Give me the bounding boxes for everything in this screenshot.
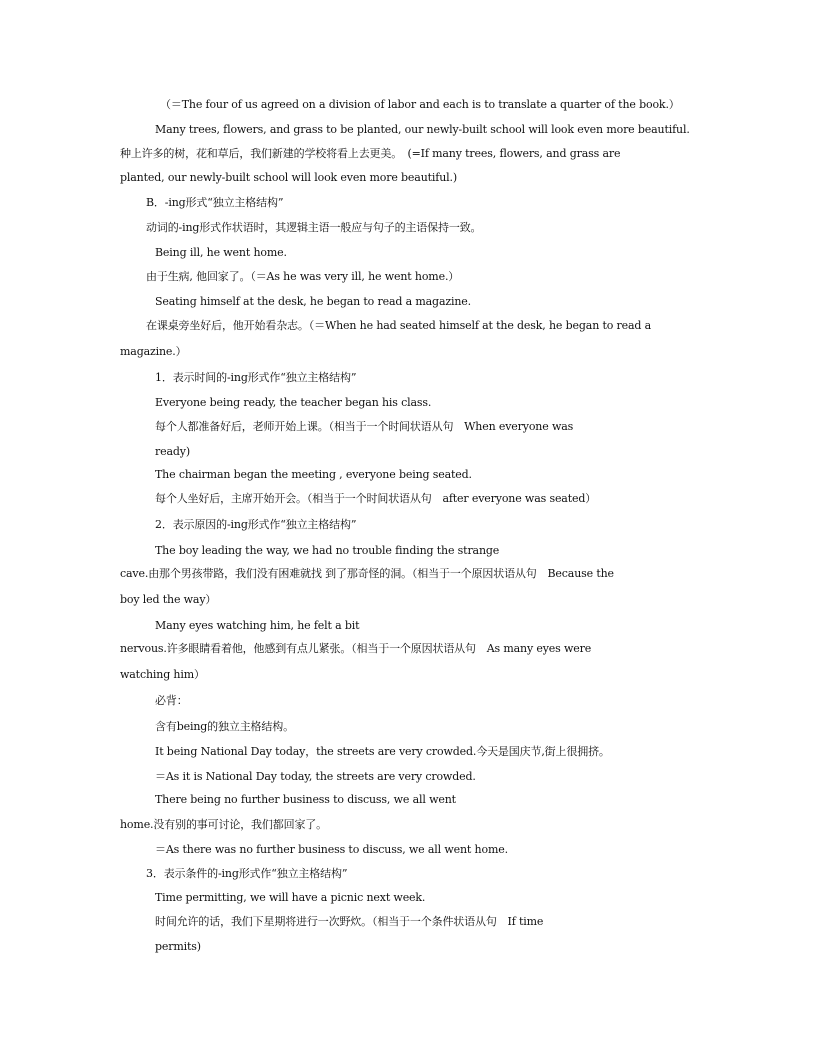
example-sentence: There being no further business to discuss, we all went [155,793,456,806]
text-line: 动词的-ing形式作状语时，其逻辑主语一般应与句子的主语保持一致。 [146,221,482,234]
text-line: home.没有别的事可讨论，我们都回家了。 [120,818,327,831]
example-sentence: Being ill, he went home. [155,246,287,259]
section-heading: 2．表示原因的-ing形式作“独立主格结构” [155,518,357,531]
section-heading: 3．表示条件的-ing形式作“独立主格结构” [146,867,348,880]
text-line: （＝The four of us agreed on a division of labor and each is to translate a quarter of the book.） [160,98,680,111]
text-line: magazine.） [120,345,187,358]
example-sentence: It being National Day today，the streets are very crowded.今天是国庆节,街上很拥挤。 [155,745,610,758]
text-line: 在课桌旁坐好后，他开始看杂志。（＝When he had seated himself at the desk, he began to read a [146,319,652,332]
text-line: permits) [155,940,201,953]
example-sentence: Seating himself at the desk, he began to read a magazine. [155,295,472,308]
text-line: 由于生病, 他回家了。（＝As he was very ill, he went home.） [146,270,460,283]
section-heading: B．-ing形式“独立主格结构” [146,196,284,209]
example-sentence: ＝As it is National Day today, the streets are very crowded. [155,770,476,783]
text-line: 时间允许的话，我们下星期将进行一次野炊。（相当于一个条件状语从句 If time [155,915,544,928]
text-line: 种上许多的树，花和草后，我们新建的学校将看上去更美。 (=If many trees, flowers, and grass are [120,147,621,160]
text-line: boy led the way） [120,593,217,606]
text-line: 含有being的独立主格结构。 [155,720,294,733]
example-sentence: ＝As there was no further business to discuss, we all went home. [155,843,508,856]
text-line: 每个人都准备好后，老师开始上课。（相当于一个时间状语从句 When everyone was [155,420,574,433]
example-sentence: The chairman began the meeting , everyone being seated. [155,468,472,481]
text-line: 每个人坐好后，主席开始开会。（相当于一个时间状语从句 after everyone was seated） [155,492,597,505]
example-sentence: Everyone being ready, the teacher began his class. [155,396,432,409]
text-line: Many trees, flowers, and grass to be planted, our newly-built school will look even more beautiful. [155,123,690,136]
text-line: cave.由那个男孩带路，我们没有困难就找 到了那奇怪的洞。（相当于一个原因状语从句 Because the [120,567,614,580]
text-line: nervous.许多眼睛看着他，他感到有点儿紧张。（相当于一个原因状语从句 As many eyes were [120,642,592,655]
text-line: planted, our newly-built school will look even more beautiful.) [120,171,457,184]
label-must-memorize: 必背： [155,694,188,707]
section-heading: 1．表示时间的-ing形式作“独立主格结构” [155,371,357,384]
text-line: ready) [155,445,190,458]
text-line: watching him） [120,668,205,681]
example-sentence: The boy leading the way, we had no trouble finding the strange [155,544,500,557]
example-sentence: Time permitting, we will have a picnic next week. [155,891,426,904]
example-sentence: Many eyes watching him, he felt a bit [155,619,360,632]
